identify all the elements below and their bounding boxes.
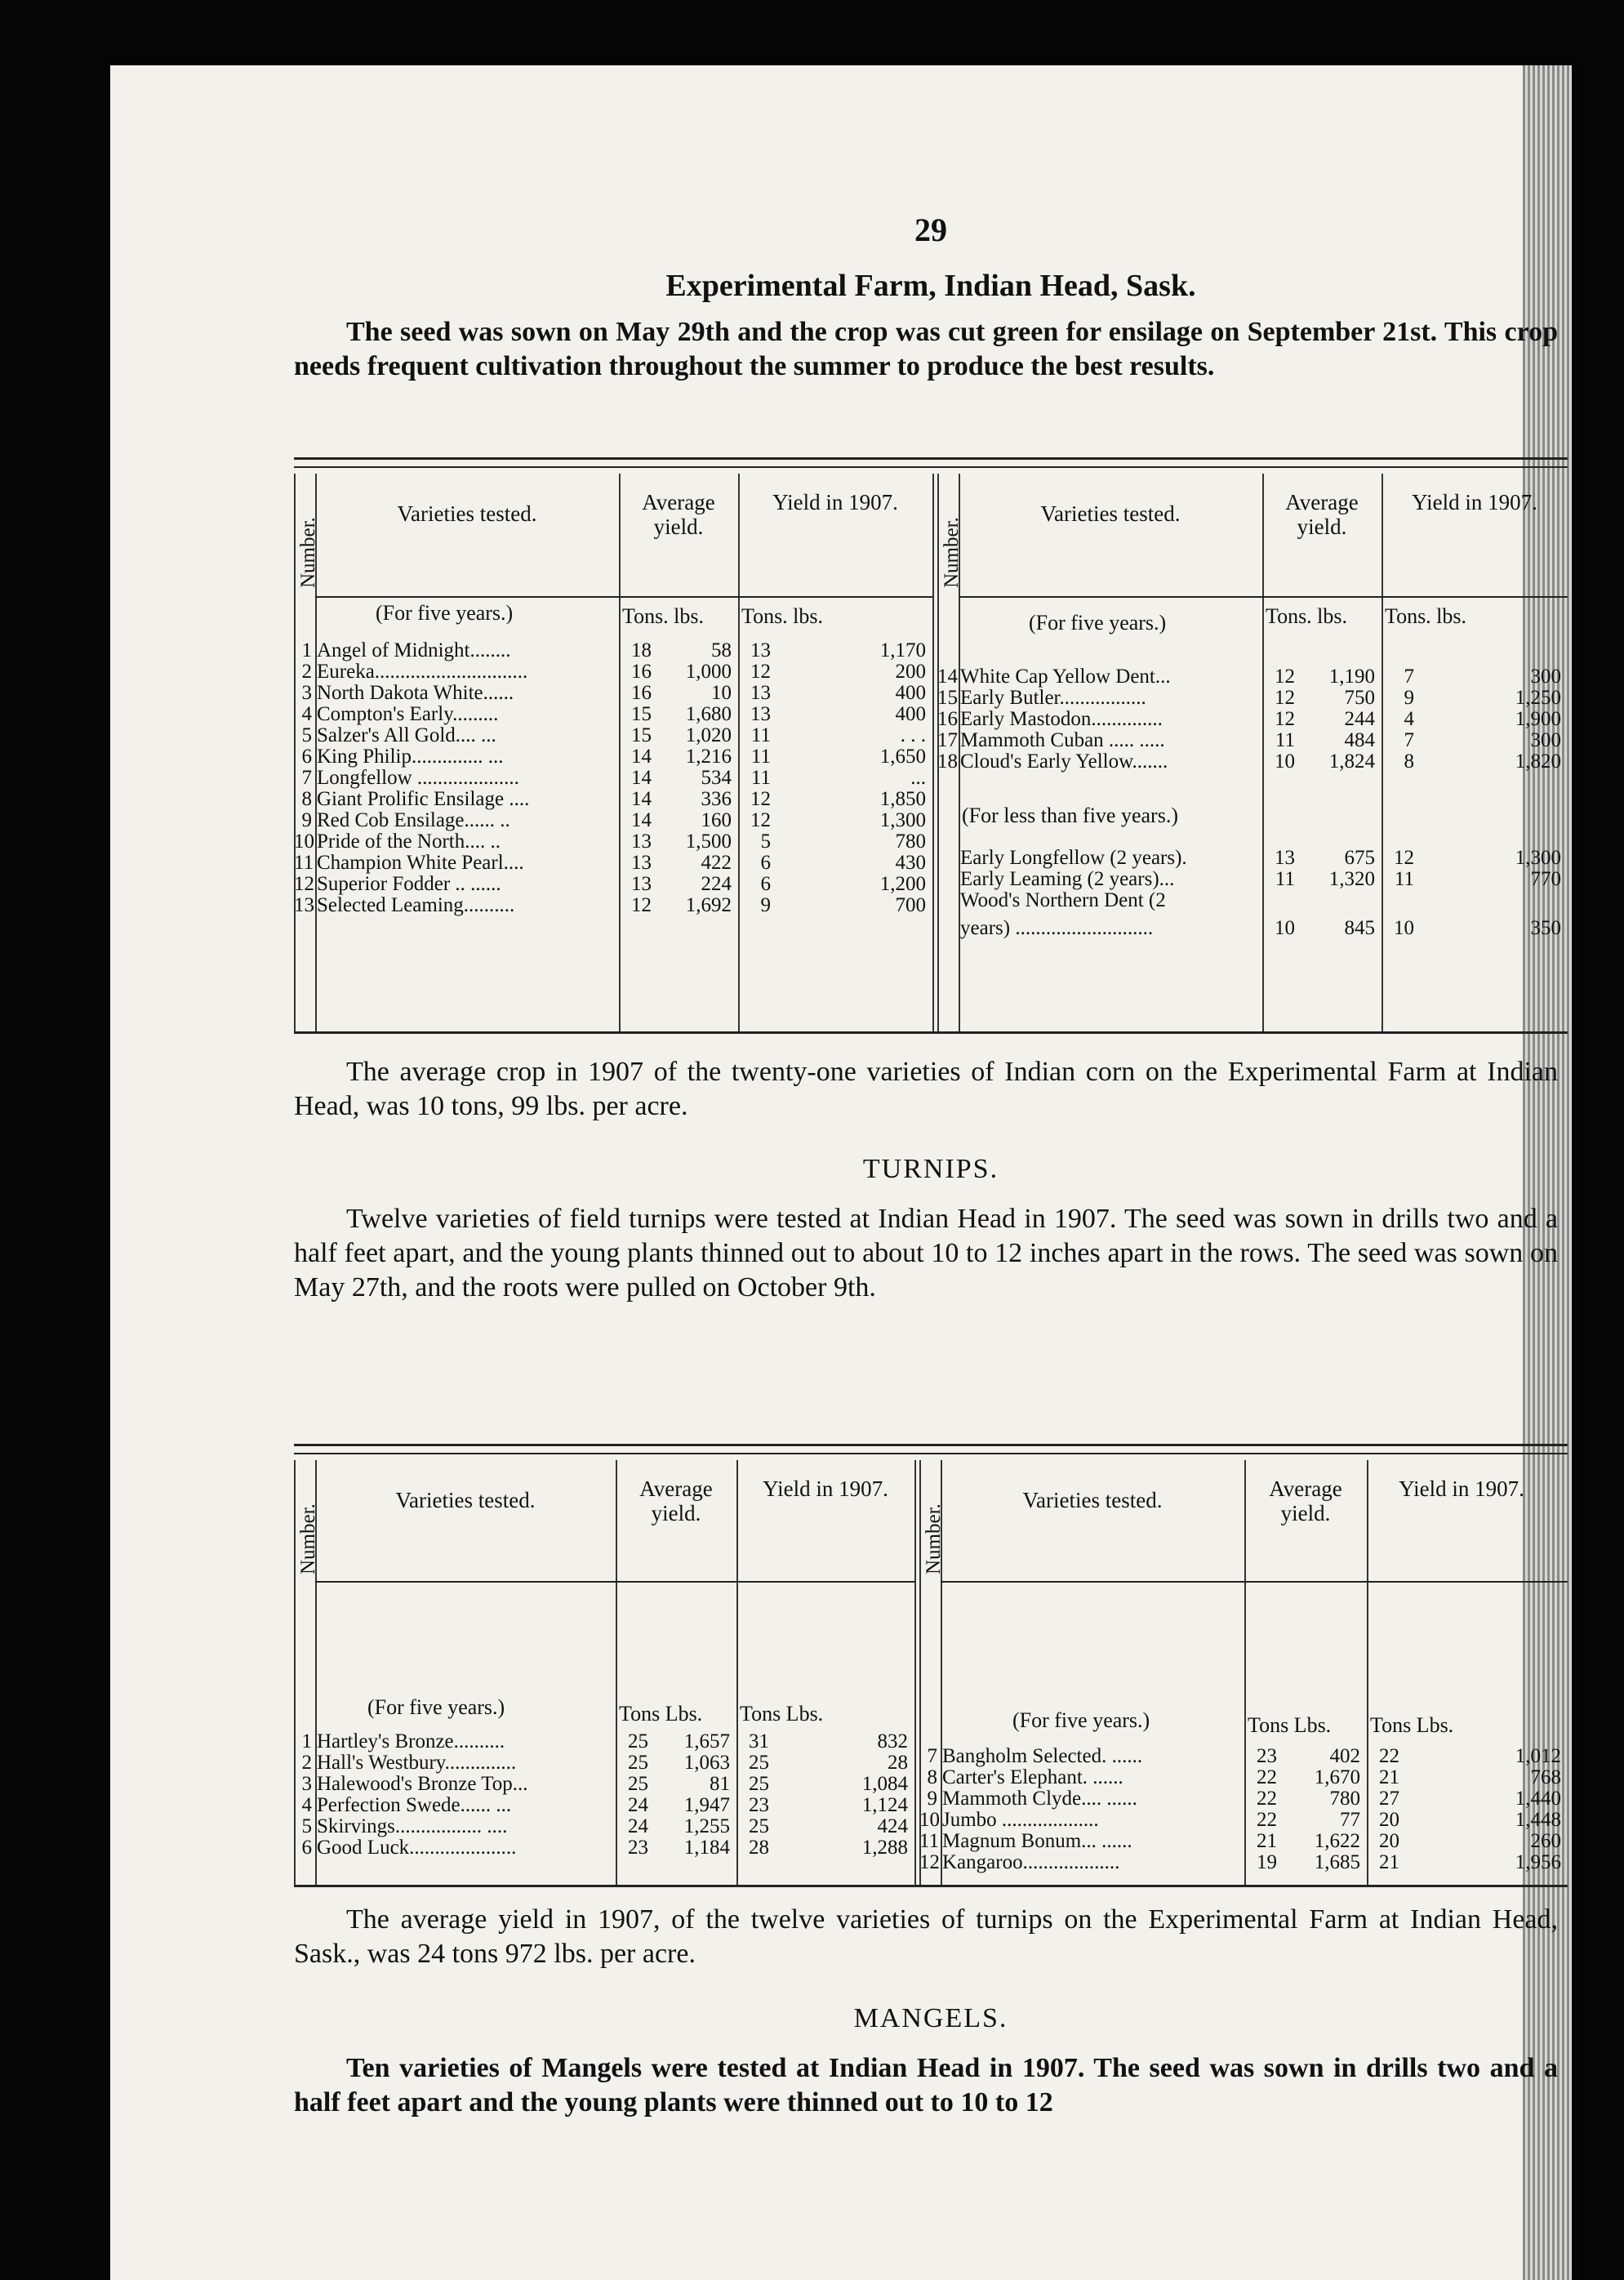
table-row [294,661,932,683]
row-number: 1 [301,1730,312,1752]
table-row [294,831,932,853]
yield-lbs: 300 [1530,729,1561,751]
corn-right-variety-header: Varieties tested. [1040,501,1181,526]
turnip-right-subheading: (For five years.) [1012,1708,1150,1732]
table-row [294,1752,914,1774]
avg-lbs: 77 [1340,1809,1360,1831]
yield-lbs: 1,650 [879,746,926,768]
yield-lbs: 350 [1530,917,1561,939]
corn-right-yield-units: Tons. lbs. [1385,604,1467,628]
table-row [937,751,1568,773]
row-number: 12 [919,1851,940,1873]
yield-lbs: 1,900 [1515,708,1561,730]
turnip-right-average-header: Average yield. [1269,1476,1342,1525]
table-row [294,874,932,895]
avg-tons: 25 [628,1752,648,1774]
avg-lbs: 750 [1344,687,1375,709]
corn-right-avg-units: Tons. lbs. [1266,604,1348,628]
yield-lbs: 28 [888,1752,908,1774]
yield-tons: 4 [1404,708,1414,730]
variety-name: North Dakota White...... [317,683,514,704]
avg-tons: 18 [631,639,652,661]
intro-paragraph: The seed was sown on May 29th and the crop was cut green for ensilage on September 21st. This crop needs frequent cultivation throughout the summer to produce the best results. [294,317,1558,381]
avg-lbs: 1,190 [1328,666,1375,688]
yield-lbs: 1,200 [879,873,926,895]
avg-lbs: 484 [1344,729,1375,751]
variety-name: Pride of the North.... .. [317,831,501,853]
variety-name: Magnum Bonum... ...... [942,1831,1132,1852]
turnip-left-yield-units: Tons Lbs. [740,1702,824,1726]
yield-lbs: 400 [895,682,926,704]
table-row [919,1831,1568,1852]
turnip-left-variety-header: Varieties tested. [395,1488,536,1512]
corn-left-header-rule [315,596,932,598]
avg-lbs: 1,184 [683,1837,730,1859]
yield-lbs: 260 [1530,1830,1561,1852]
mangels-heading: MANGELS. [853,2003,1008,2033]
table-row [919,1746,1568,1767]
yield-tons: 12 [1394,847,1414,869]
yield-tons: 6 [760,852,771,874]
avg-lbs: 224 [701,873,732,895]
variety-name: Compton's Early......... [317,704,499,725]
avg-lbs: 244 [1344,708,1375,730]
avg-tons: 12 [1275,687,1295,709]
variety-name: Kangaroo................... [942,1852,1120,1873]
table-row [937,688,1568,709]
avg-lbs: 1,000 [685,661,732,683]
yield-lbs: 832 [877,1730,908,1752]
avg-tons: 21 [1257,1830,1277,1852]
variety-name: Angel of Midnight........ [317,640,511,661]
yield-tons: 12 [750,661,771,683]
row-number: 1 [301,639,312,661]
corn-right-subheading: (For five years.) [1029,611,1167,635]
yield-tons: 11 [1394,868,1414,890]
yield-lbs: 1,448 [1515,1809,1561,1831]
yield-lbs: 1,170 [879,639,926,661]
variety-name: Bangholm Selected. ...... [942,1746,1143,1767]
variety-name: Selected Leaming.......... [317,895,515,916]
yield-tons: 13 [750,703,771,725]
avg-tons: 15 [631,724,652,746]
turnip-right-variety-header: Varieties tested. [1022,1488,1163,1512]
avg-lbs: 675 [1344,847,1375,869]
turnip-table [294,1444,1568,1901]
corn-left-variety-header: Varieties tested. [397,501,537,526]
avg-tons: 10 [1275,917,1295,939]
turnip-left-yield-header: Yield in 1907. [763,1476,888,1501]
yield-lbs: 1,084 [861,1773,908,1795]
yield-lbs: 1,956 [1515,1851,1561,1873]
variety-name: Halewood's Bronze Top... [317,1774,528,1795]
variety-name: Mammoth Clyde.... ...... [942,1788,1137,1810]
yield-tons: 27 [1379,1788,1399,1810]
table-row [937,666,1568,688]
avg-tons: 25 [628,1730,648,1752]
avg-tons: 14 [631,788,652,810]
table-row [294,704,932,725]
turnips-heading: TURNIPS. [862,1154,999,1184]
corn-right-yield-header: Yield in 1907. [1412,490,1537,514]
table-row [937,869,1568,890]
corn-left-avg-units: Tons. lbs. [622,604,705,628]
turnips-intro: Twelve varieties of field turnips were tested at Indian Head in 1907. The seed was sown in drills two and a half feet apart, and the young plants thinned out to about 10 to 12 inches apart in the rows. The seed was sown on May 27th, and the roots were pulled on October 9th. [294,1204,1558,1303]
avg-lbs: 81 [710,1773,730,1795]
yield-lbs: 1,250 [1515,687,1561,709]
row-number: 17 [937,729,958,751]
row-number: 5 [301,724,312,746]
avg-tons: 11 [1275,868,1295,890]
avg-tons: 19 [1257,1851,1277,1873]
page-title: Experimental Farm, Indian Head, Sask. [665,269,1196,303]
turnip-left-header-rule [315,1581,914,1583]
corn-table [294,457,1568,1053]
table-row [294,1816,914,1837]
yield-lbs: 400 [895,703,926,725]
yield-lbs: 1,440 [1515,1788,1561,1810]
row-number: 13 [294,894,314,916]
row-number: 8 [301,788,312,810]
yield-tons: 25 [749,1752,769,1774]
avg-tons: 25 [628,1773,648,1795]
variety-name: Hall's Westbury.............. [317,1752,517,1774]
yield-tons: 31 [749,1730,769,1752]
page-number: 29 [914,212,947,248]
yield-tons: 23 [749,1794,769,1816]
avg-tons: 23 [628,1837,648,1859]
table-row [294,1774,914,1795]
variety-name: White Cap Yellow Dent... [960,666,1171,688]
avg-tons: 16 [631,661,652,683]
yield-lbs: 770 [1530,868,1561,890]
variety-name: Skirvings................. .... [317,1816,508,1837]
row-number: 7 [301,767,312,789]
table-row [919,1788,1568,1810]
avg-tons: 13 [1275,847,1295,869]
yield-tons: 20 [1379,1809,1399,1831]
variety-name: Cloud's Early Yellow....... [960,751,1168,773]
row-number: 10 [919,1809,940,1831]
row-number: 8 [927,1766,937,1788]
row-number: 14 [937,666,958,688]
row-number: 2 [301,1752,312,1774]
avg-lbs: 780 [1329,1788,1360,1810]
avg-lbs: 1,680 [685,703,732,725]
yield-lbs: 1,300 [879,809,926,831]
yield-lbs: 424 [877,1815,908,1837]
row-number: 3 [301,682,312,704]
mangels-intro: Ten varieties of Mangels were tested at Indian Head in 1907. The seed was sown in drills two and a half feet apart and the young plants were thinned out to 10 to 12 [294,2053,1558,2117]
avg-tons: 24 [628,1815,648,1837]
corn-left-yield-units: Tons. lbs. [741,604,824,628]
variety-name: years) ........................... [960,918,1154,939]
table-row [919,1810,1568,1831]
variety-name: Early Butler................. [960,688,1146,709]
avg-lbs: 422 [701,852,732,874]
variety-name: Perfection Swede...... ... [317,1795,512,1816]
yield-tons: 6 [760,873,771,895]
variety-name: Jumbo ................... [942,1810,1099,1831]
avg-lbs: 1,670 [1314,1766,1360,1788]
table-row [294,725,932,746]
yield-lbs: 780 [895,831,926,853]
avg-lbs: 58 [711,639,732,661]
avg-lbs: 1,824 [1328,750,1375,773]
corn-left-average-header: Average yield. [642,490,715,539]
avg-tons: 12 [631,894,652,916]
row-number: 5 [301,1815,312,1837]
yield-lbs: 430 [895,852,926,874]
avg-lbs: 1,020 [685,724,732,746]
avg-lbs: 1,622 [1314,1830,1360,1852]
variety-name: King Philip.............. ... [317,746,504,768]
yield-lbs: . . . [900,724,926,746]
avg-tons: 15 [631,703,652,725]
yield-lbs: 1,300 [1515,847,1561,869]
yield-tons: 28 [749,1837,769,1859]
yield-tons: 9 [1404,687,1414,709]
table-row [294,810,932,831]
avg-tons: 11 [1275,729,1295,751]
avg-tons: 13 [631,852,652,874]
table-row [294,683,932,704]
row-number: 12 [294,873,314,895]
table-row [294,789,932,810]
table-row [294,746,932,768]
table-row [294,768,932,789]
yield-lbs: 1,124 [861,1794,908,1816]
turnip-right-header-rule [941,1581,1568,1583]
yield-tons: 11 [750,746,771,768]
table-row [937,848,1568,869]
yield-tons: 21 [1379,1766,1399,1788]
row-number: 9 [927,1788,937,1810]
corn-right-number-header: Number. [941,517,963,588]
yield-lbs: 1,012 [1515,1745,1561,1767]
table-row [294,895,932,916]
yield-tons: 11 [750,724,771,746]
avg-lbs: 1,320 [1328,868,1375,890]
avg-tons: 24 [628,1794,648,1816]
avg-lbs: 1,685 [1314,1851,1360,1873]
variety-name: Salzer's All Gold.... ... [317,725,496,746]
variety-name: Red Cob Ensilage...... .. [317,810,510,831]
yield-tons: 9 [760,894,771,916]
variety-name: Early Mastodon.............. [960,709,1163,730]
corn-summary: The average crop in 1907 of the twenty-one varieties of Indian corn on the Experimental Farm at Indian Head, was 10 tons, 99 lbs. per acre. [294,1057,1558,1121]
row-number: 9 [301,809,312,831]
table-row [294,1837,914,1859]
row-number: 6 [301,746,312,768]
yield-lbs: 200 [895,661,926,683]
turnip-right-yield-units: Tons Lbs. [1370,1713,1454,1737]
variety-name: Champion White Pearl.... [317,853,524,874]
avg-lbs: 534 [701,767,732,789]
turnip-right-number-header: Number. [923,1503,945,1574]
yield-tons: 13 [750,639,771,661]
avg-tons: 22 [1257,1788,1277,1810]
yield-tons: 7 [1404,729,1414,751]
yield-lbs: 768 [1530,1766,1561,1788]
table-row [294,640,932,661]
turnip-left-average-header: Average yield. [639,1476,713,1525]
variety-name: Hartley's Bronze.......... [317,1731,505,1752]
yield-tons: 12 [750,788,771,810]
yield-tons: 5 [760,831,771,853]
yield-lbs: 300 [1530,666,1561,688]
yield-tons: 8 [1404,750,1414,773]
avg-tons: 16 [631,682,652,704]
yield-tons: 12 [750,809,771,831]
row-number: 11 [294,852,314,874]
turnip-left-avg-units: Tons Lbs. [619,1702,703,1726]
variety-name: Early Longfellow (2 years). [960,848,1187,869]
turnips-summary: The average yield in 1907, of the twelve varieties of turnips on the Experimental Farm at Indian Head, Sask., was 24 tons 972 lbs. per acre. [294,1904,1558,1969]
row-number: 6 [301,1837,312,1859]
table-row [294,1795,914,1816]
yield-tons: 25 [749,1815,769,1837]
turnip-left-subheading: (For five years.) [367,1695,505,1719]
variety-name: Good Luck..................... [317,1837,517,1859]
yield-tons: 25 [749,1773,769,1795]
corn-left-yield-header: Yield in 1907. [772,490,898,514]
corn-left-number-header: Number. [297,517,319,588]
avg-lbs: 1,500 [685,831,732,853]
variety-name: Wood's Northern Dent (2 [960,890,1166,911]
avg-tons: 22 [1257,1766,1277,1788]
table-row [937,918,1568,939]
yield-lbs: 1,288 [861,1837,908,1859]
variety-name: Giant Prolific Ensilage .... [317,789,530,810]
turnip-right-yield-header: Yield in 1907. [1399,1476,1524,1501]
yield-lbs: 1,850 [879,788,926,810]
table-row [294,1731,914,1752]
variety-name: Superior Fodder .. ...... [317,874,501,895]
yield-tons: 13 [750,682,771,704]
row-number: 16 [937,708,958,730]
row-number: 7 [927,1745,937,1767]
row-number: 15 [937,687,958,709]
avg-lbs: 845 [1344,917,1375,939]
avg-lbs: 1,692 [685,894,732,916]
yield-tons: 7 [1404,666,1414,688]
yield-tons: 10 [1394,917,1414,939]
row-number: 18 [937,750,958,773]
turnip-left-number-header: Number. [297,1503,319,1574]
avg-tons: 12 [1275,666,1295,688]
table-row [937,709,1568,730]
variety-name: Mammoth Cuban ..... ..... [960,730,1165,751]
variety-name: Early Leaming (2 years)... [960,869,1175,890]
avg-tons: 14 [631,767,652,789]
row-number: 10 [294,831,314,853]
yield-lbs: 1,820 [1515,750,1561,773]
avg-lbs: 1,216 [685,746,732,768]
yield-lbs: ... [910,767,926,789]
avg-lbs: 1,657 [683,1730,730,1752]
row-number: 3 [301,1773,312,1795]
avg-tons: 14 [631,746,652,768]
row-number: 4 [301,703,312,725]
row-number: 11 [919,1830,940,1852]
table-row [919,1852,1568,1873]
avg-lbs: 1,947 [683,1794,730,1816]
corn-left-subheading: (For five years.) [376,601,514,625]
avg-lbs: 402 [1329,1745,1360,1767]
avg-tons: 10 [1275,750,1295,773]
yield-lbs: 700 [895,894,926,916]
avg-lbs: 1,255 [683,1815,730,1837]
yield-tons: 11 [750,767,771,789]
table-row [937,730,1568,751]
corn-right-average-header: Average yield. [1285,490,1359,539]
avg-tons: 23 [1257,1745,1277,1767]
avg-tons: 13 [631,873,652,895]
table-row [294,853,932,874]
corn-right-header-rule [959,596,1568,598]
row-number: 2 [301,661,312,683]
avg-tons: 13 [631,831,652,853]
yield-tons: 21 [1379,1851,1399,1873]
turnip-right-avg-units: Tons Lbs. [1248,1713,1332,1737]
corn-right-subheading-2: (For less than five years.) [962,804,1178,827]
avg-tons: 12 [1275,708,1295,730]
row-number: 4 [301,1794,312,1816]
avg-lbs: 160 [701,809,732,831]
variety-name: Carter's Elephant. ...... [942,1767,1123,1788]
table-row [919,1767,1568,1788]
avg-tons: 22 [1257,1809,1277,1831]
avg-lbs: 10 [711,682,732,704]
yield-tons: 22 [1379,1745,1399,1767]
avg-lbs: 1,063 [683,1752,730,1774]
avg-tons: 14 [631,809,652,831]
table-row [937,890,1568,911]
yield-tons: 20 [1379,1830,1399,1852]
variety-name: Eureka.............................. [317,661,528,683]
avg-lbs: 336 [701,788,732,810]
variety-name: Longfellow .................... [317,768,519,789]
